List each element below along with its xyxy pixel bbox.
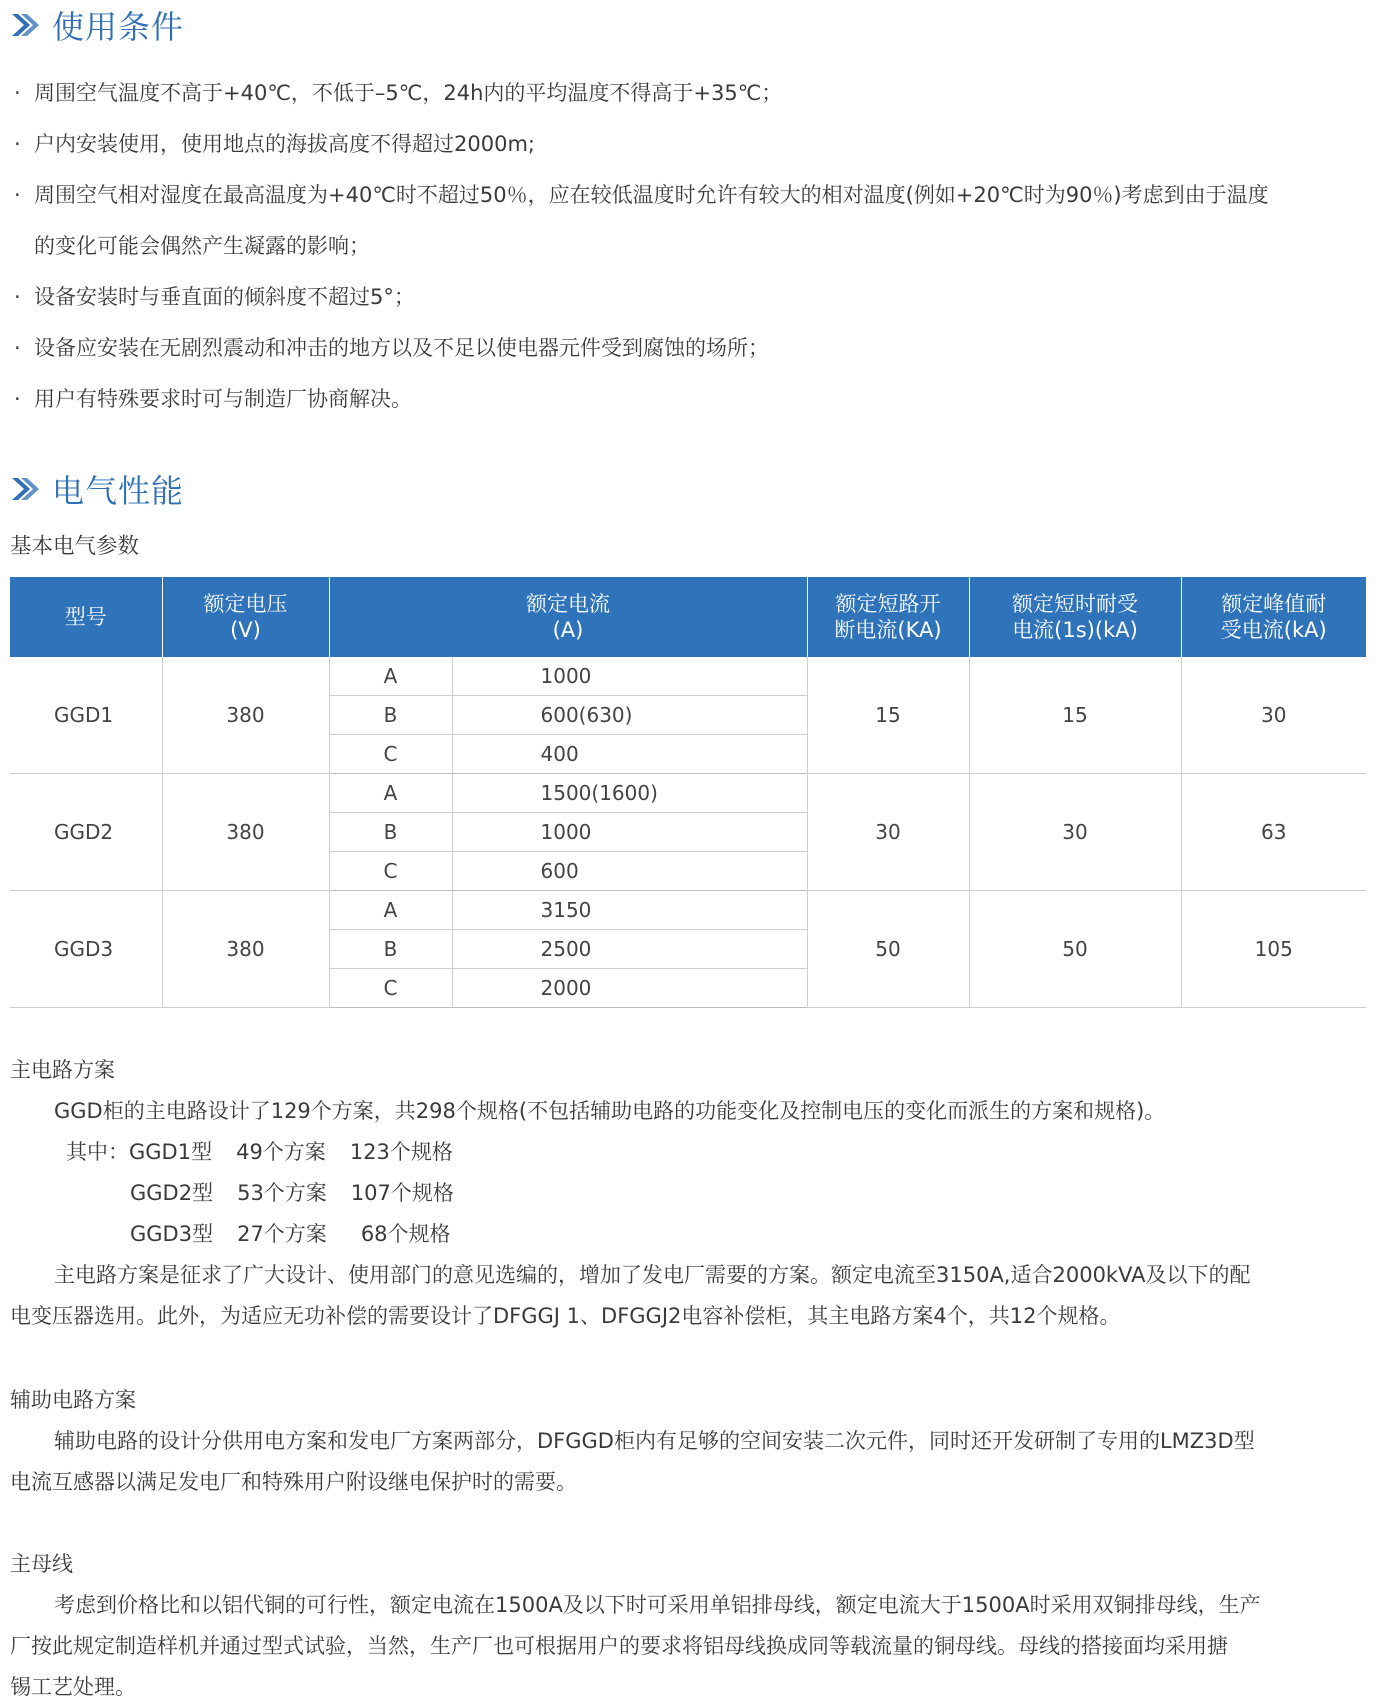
- header-model: 型号: [10, 577, 162, 657]
- table-row: [10, 774, 1366, 813]
- list-item-continuation: 的变化可能会偶然产生凝露的影响；: [34, 234, 370, 258]
- cell-grade: B: [329, 696, 452, 735]
- cell-grade: A: [329, 657, 452, 696]
- cell-short: 15: [969, 657, 1181, 774]
- params-table: [10, 577, 1366, 1008]
- list-item: · 用户有特殊要求时可与制造厂协商解决。: [14, 374, 1359, 425]
- cell-model: GGD3: [10, 891, 162, 1008]
- cell-grade: B: [329, 930, 452, 969]
- cell-current: 600(630): [452, 696, 807, 735]
- section-heading-electrical: [10, 466, 184, 512]
- cell-grade: C: [329, 969, 452, 1008]
- aux-circuit-p1: 辅助电路的设计分供用电方案和发电厂方案两部分，DFGGD柜内有足够的空间安装二次元件，同时还开发研制了专用的LMZ3D型: [54, 1429, 1255, 1453]
- cell-current: 2000: [452, 969, 807, 1008]
- header-peak-current: 额定峰值耐 受电流(kA): [1181, 577, 1366, 657]
- busbar-p1-end: 锡工艺处理。: [10, 1675, 136, 1699]
- aux-circuit-title: 辅助电路方案: [10, 1388, 136, 1412]
- cell-peak: 30: [1181, 657, 1366, 774]
- busbar-p1-cont: 厂按此规定制造样机并通过型式试验，当然，生产厂也可根据用户的要求将铝母线换成同等载流量的铜母线。母线的搭接面均采用搪: [10, 1634, 1228, 1658]
- section-heading-conditions: [10, 2, 184, 48]
- cell-current: 3150: [452, 891, 807, 930]
- cell-break: 30: [807, 774, 969, 891]
- cell-current: 1000: [452, 813, 807, 852]
- cell-voltage: 380: [162, 774, 329, 891]
- section-title: 使用条件: [52, 8, 185, 46]
- chevron-right-icon: [10, 476, 40, 502]
- main-circuit-title: 主电路方案: [10, 1058, 115, 1082]
- cell-peak: 105: [1181, 891, 1366, 1008]
- cell-grade: A: [329, 774, 452, 813]
- scheme-list-item: GGD2型 53个方案 107个规格: [130, 1181, 454, 1205]
- cell-current: 1500(1600): [452, 774, 807, 813]
- scheme-list-item: 其中：GGD1型 49个方案 123个规格: [66, 1140, 453, 1164]
- main-circuit-p1: GGD柜的主电路设计了129个方案，共298个规格(不包括辅助电路的功能变化及控制电压的变化而派生的方案和规格)。: [54, 1099, 1166, 1123]
- cell-grade: B: [329, 813, 452, 852]
- header-current: 额定电流 (A): [329, 577, 807, 657]
- cell-model: GGD1: [10, 657, 162, 774]
- list-item: · 设备应安装在无剧烈震动和冲击的地方以及不足以使电器元件受到腐蚀的场所；: [14, 323, 1359, 374]
- main-circuit-section: [10, 1050, 1366, 1337]
- scheme-list-item: GGD3型 27个方案 68个规格: [130, 1222, 451, 1246]
- cell-current: 1000: [452, 657, 807, 696]
- basic-params-label: 基本电气参数: [10, 534, 140, 559]
- section-title: 电气性能: [52, 472, 185, 510]
- cell-model: GGD2: [10, 774, 162, 891]
- cell-current: 2500: [452, 930, 807, 969]
- cell-break: 15: [807, 657, 969, 774]
- cell-break: 50: [807, 891, 969, 1008]
- conditions-list: [14, 68, 1359, 425]
- cell-grade: C: [329, 735, 452, 774]
- list-item: · 周围空气相对湿度在最高温度为+40℃时不超过50％，应在较低温度时允许有较大的相对温度(例如+20℃时为90％)考虑到由于温度: [14, 170, 1359, 221]
- busbar-section: [10, 1544, 1366, 1708]
- cell-grade: A: [329, 891, 452, 930]
- cell-current: 400: [452, 735, 807, 774]
- table-row: [10, 657, 1366, 696]
- header-voltage: 额定电压 (V): [162, 577, 329, 657]
- main-circuit-p2-cont: 电变压器选用。此外，为适应无功补偿的需要设计了DFGGJ 1、DFGGJ2电容补偿柜，其主电路方案4个，共12个规格。: [10, 1304, 1121, 1328]
- list-item: · 周围空气温度不高于+40℃，不低于–5℃，24h内的平均温度不得高于+35℃；: [14, 68, 1359, 119]
- chevron-right-icon: [10, 12, 40, 38]
- aux-circuit-section: [10, 1380, 1366, 1503]
- cell-current: 600: [452, 852, 807, 891]
- cell-grade: C: [329, 852, 452, 891]
- list-item: · 户内安装使用，使用地点的海拔高度不得超过2000m;: [14, 119, 1359, 170]
- header-break-current: 额定短路开 断电流(KA): [807, 577, 969, 657]
- cell-short: 50: [969, 891, 1181, 1008]
- cell-short: 30: [969, 774, 1181, 891]
- aux-circuit-p1-cont: 电流互感器以满足发电厂和特殊用户附设继电保护时的需要。: [10, 1470, 577, 1494]
- table-header-row: [10, 577, 1366, 657]
- list-item: · 设备安装时与垂直面的倾斜度不超过5°；: [14, 272, 1359, 323]
- busbar-title: 主母线: [10, 1552, 73, 1576]
- table-row: [10, 891, 1366, 930]
- cell-voltage: 380: [162, 657, 329, 774]
- cell-voltage: 380: [162, 891, 329, 1008]
- header-short-time-current: 额定短时耐受 电流(1s)(kA): [969, 577, 1181, 657]
- busbar-p1: 考虑到价格比和以铝代铜的可行性，额定电流在1500A及以下时可采用单铝排母线，额定电流大于1500A时采用双铜排母线，生产: [54, 1593, 1261, 1617]
- main-circuit-p2: 主电路方案是征求了广大设计、使用部门的意见选编的，增加了发电厂需要的方案。额定电流至3150A,适合2000kVA及以下的配: [54, 1263, 1251, 1287]
- cell-peak: 63: [1181, 774, 1366, 891]
